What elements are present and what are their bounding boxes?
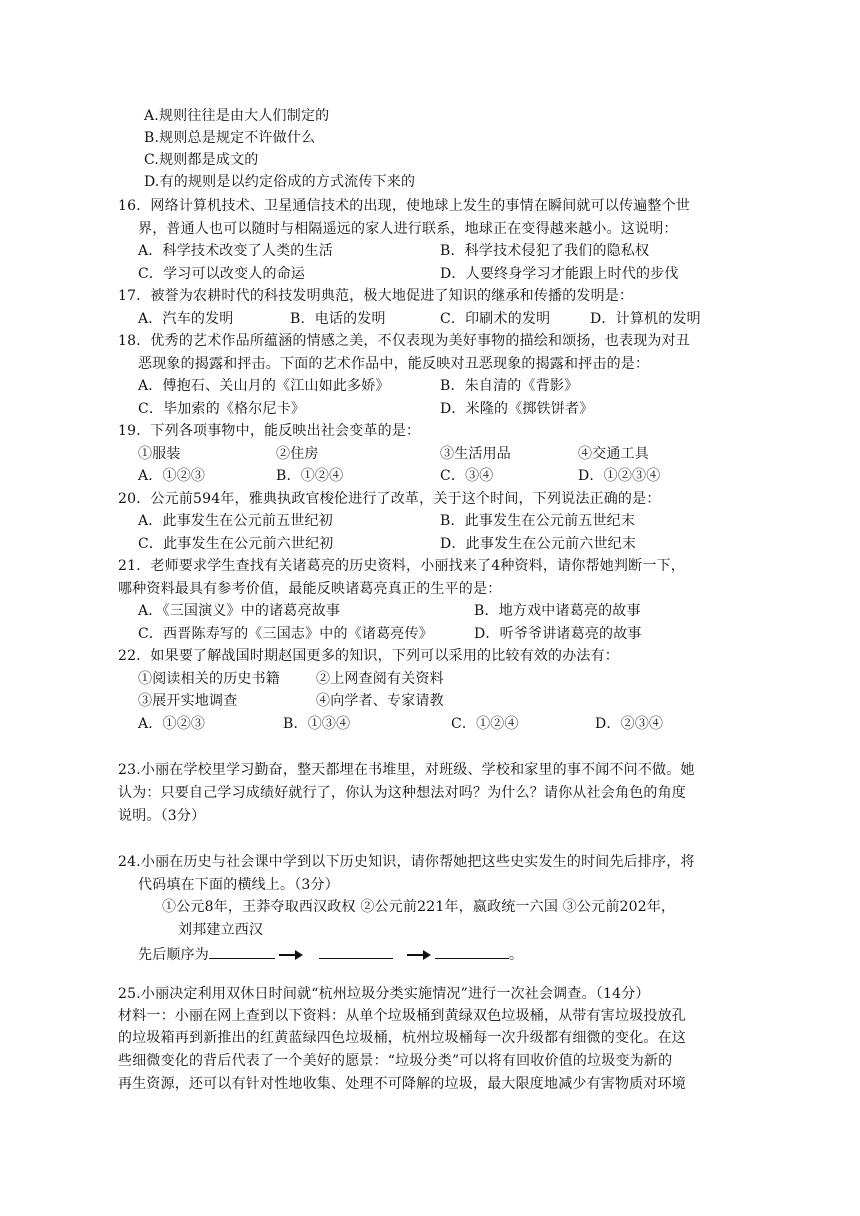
- q24-order-row: [138, 944, 523, 964]
- q25-material-line1: 材料一：小丽在网上查到以下资料：从单个垃圾桶到黄绿双色垃圾桶，从带有害垃圾投放孔: [118, 1008, 686, 1024]
- q22-stem: 22．如果要了解战国时期赵国更多的知识，下列可以采用的比较有效的办法有：: [118, 648, 620, 664]
- arrow-right-icon: [279, 950, 303, 960]
- q21-stem-line1: 21．老师要求学生查找有关诸葛亮的历史资料，小丽找来了4种资料，请你帮她判断一下，: [118, 558, 685, 574]
- q24-answer-blank-1[interactable]: [209, 944, 275, 959]
- q16-stem-line1: 16．网络计算机技术、卫星通信技术的出现，使地球上发生的事情在瞬间就可以传遍整个世: [118, 198, 691, 214]
- q20-option-c: C．此事发生在公元前六世纪初: [138, 536, 334, 552]
- q18-option-b: B．朱自清的《背影》: [440, 378, 579, 394]
- q24-period: 。: [509, 947, 524, 963]
- q25-material-line4: 再生资源，还可以有针对性地收集、处理不可降解的垃圾，最大限度地减少有害物质对环境: [118, 1076, 686, 1092]
- q19-item-2: ②住房: [276, 446, 319, 462]
- q22-option-b: B．①③④: [283, 716, 351, 732]
- q18-stem-line2: 恶现象的揭露和抨击。下面的艺术作品中，能反映对丑恶现象的揭露和抨击的是：: [138, 356, 650, 372]
- q22-option-c: C．①②④: [451, 716, 519, 732]
- q20-option-d: D．此事发生在公元前六世纪末: [440, 536, 637, 552]
- q24-text-line2: 代码填在下面的横线上。（3分）: [138, 877, 339, 893]
- q21-option-d: D．听爷爷讲诸葛亮的故事: [474, 626, 642, 642]
- q17-stem: 17．被誉为农耕时代的科技发明典范，极大地促进了知识的继承和传播的发明是：: [118, 288, 634, 304]
- q19-option-b: B．①②④: [276, 468, 344, 484]
- q21-stem-line2: 哪种资料最具有参考价值，最能反映诸葛亮真正的生平的是：: [118, 581, 502, 597]
- q25-title: 25.小丽决定利用双休日时间就“杭州垃圾分类实施情况”进行一次社会调查。（14分）: [118, 986, 650, 1002]
- q22-item-4: ④向学者、专家请教: [316, 693, 444, 709]
- q24-events-line1: ①公元8年，王莽夺取西汉政权 ②公元前221年，嬴政统一六国 ③公元前202年，: [162, 899, 676, 915]
- q19-option-d: D．①②③④: [578, 468, 661, 484]
- q15-option-c: C.规则都是成文的: [144, 152, 259, 168]
- q16-option-a: A．科学技术改变了人类的生活: [138, 243, 333, 259]
- q24-answer-blank-3[interactable]: [435, 944, 509, 959]
- q19-option-a: A．①②③: [138, 468, 206, 484]
- q16-option-b: B．科学技术侵犯了我们的隐私权: [440, 243, 650, 259]
- q24-answer-blank-2[interactable]: [319, 944, 393, 959]
- q23-text-line3: 说明。（3分）: [118, 808, 206, 824]
- q22-item-1: ①阅读相关的历史书籍: [138, 671, 280, 687]
- q22-option-a: A．①②③: [138, 716, 206, 732]
- q18-option-a: A．傅抱石、关山月的《江山如此多娇》: [138, 378, 390, 394]
- q19-stem: 19．下列各项事物中，能反映出社会变革的是：: [118, 423, 421, 439]
- q21-option-a: A．《三国演义》中的诸葛亮故事: [138, 603, 341, 619]
- q21-option-b: B．地方戏中诸葛亮的故事: [474, 603, 641, 619]
- q17-option-c: C．印刷术的发明: [440, 311, 551, 327]
- q25-material-line2: 的垃圾箱再到新推出的红黄蓝绿四色垃圾桶，杭州垃圾桶每一次升级都有细微的变化。在这: [118, 1030, 686, 1046]
- q22-item-3: ③展开实地调查: [138, 693, 238, 709]
- q20-option-a: A．此事发生在公元前五世纪初: [138, 513, 333, 529]
- q18-option-d: D．米隆的《掷铁饼者》: [440, 401, 594, 417]
- q17-option-d: D．计算机的发明: [590, 311, 701, 327]
- q24-order-label: 先后顺序为: [138, 947, 209, 963]
- q19-item-1: ①服装: [138, 446, 181, 462]
- q25-material-line3: 些细微变化的背后代表了一个美好的愿景：“垃圾分类”可以将有回收价值的垃圾变为新的: [118, 1053, 673, 1069]
- q19-option-c: C．③④: [440, 468, 494, 484]
- q16-option-c: C．学习可以改变人的命运: [138, 266, 306, 282]
- q19-item-4: ④交通工具: [578, 446, 649, 462]
- q15-option-a: A.规则往往是由大人们制定的: [144, 108, 330, 124]
- q17-option-a: A．汽车的发明: [138, 311, 234, 327]
- q16-stem-line2: 界，普通人也可以随时与相隔遥远的家人进行联系，地球正在变得越来越小。这说明：: [138, 221, 678, 237]
- q15-option-b: B.规则总是规定不许做什么: [144, 130, 316, 146]
- q16-option-d: D．人要终身学习才能跟上时代的步伐: [440, 266, 679, 282]
- arrow-right-icon: [407, 950, 431, 960]
- q20-stem: 20．公元前594年，雅典执政官梭伦进行了改革，关于这个时间，下列说法正确的是：: [118, 491, 661, 507]
- q23-text-line2: 认为：只要自己学习成绩好就行了，你认为这种想法对吗？为什么？请你从社会角色的角度: [118, 785, 686, 801]
- q18-option-c: C．毕加索的《格尔尼卡》: [138, 401, 306, 417]
- q21-option-c: C．西晋陈寿写的《三国志》中的《诸葛亮传》: [138, 626, 433, 642]
- q22-option-d: D．②③④: [595, 716, 664, 732]
- q24-events-line2: 刘邦建立西汉: [178, 922, 264, 938]
- q23-text-line1: 23.小丽在学校里学习勤奋，整天都埋在书堆里，对班级、学校和家里的事不闻不问不做。她: [118, 762, 695, 778]
- q24-text-line1: 24.小丽在历史与社会课中学到以下历史知识，请你帮她把这些史实发生的时间先后排序，将: [118, 854, 695, 870]
- q20-option-b: B．此事发生在公元前五世纪末: [440, 513, 636, 529]
- q17-option-b: B．电话的发明: [290, 311, 386, 327]
- q15-option-d: D.有的规则是以约定俗成的方式流传下来的: [144, 174, 416, 190]
- q22-item-2: ②上网查阅有关资料: [316, 671, 444, 687]
- q18-stem-line1: 18．优秀的艺术作品所蕴涵的情感之美，不仅表现为美好事物的描绘和颂扬，也表现为对丑: [118, 333, 691, 349]
- q19-item-3: ③生活用品: [440, 446, 511, 462]
